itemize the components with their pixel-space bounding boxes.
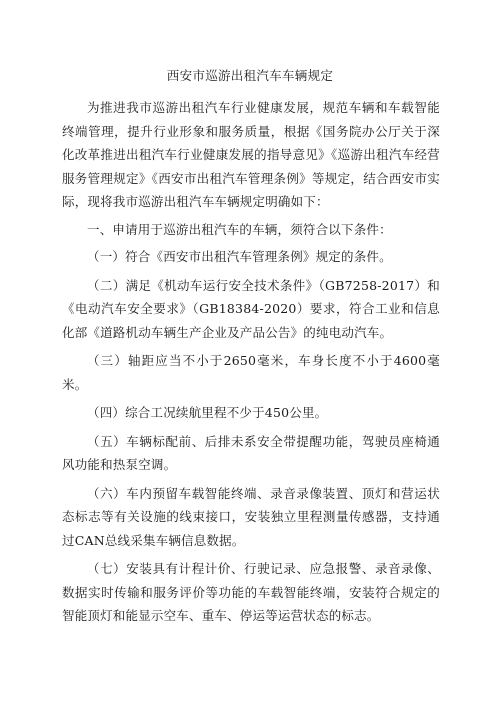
condition-item-6: （六）车内预留车载智能终端、录音录像装置、顶灯和营运状态标志等有关设施的线束接口，安装独立里程测量传感器，支持通过CAN总线采集车辆信息数据。: [62, 485, 440, 548]
section-heading: 一、申请用于巡游出租汽车的车辆，须符合以下条件：: [87, 221, 392, 237]
condition-item-7: （七）安装具有计程计价、行驶记录、应急报警、录音录像、数据实时传输和服务评价等功能的车载智能终端，安装符合规定的智能顶灯和能显示空车、重车、停运等运营状态的标志。: [62, 561, 440, 623]
condition-item-3: （三）轴距应当不小于2650毫米，车身长度不小于4600毫米。: [62, 353, 440, 392]
condition-item-5: （五）车辆标配前、后排未系安全带提醒功能，驾驶员座椅通风功能和热泵空调。: [62, 433, 440, 472]
document-title: 西安市巡游出租汽车车辆规定: [166, 68, 334, 83]
condition-item-1: （一）符合《西安市出租汽车管理条例》规定的条件。: [87, 249, 392, 264]
condition-item-2: （二）满足《机动车运行安全技术条件》（GB7258-2017）和《电动汽车安全要求》（GB18384-2020）要求，符合工业和信息化部《道路机动车辆生产企业及产品公告》的纯电动汽车。: [62, 277, 440, 340]
intro-paragraph: 为推进我市巡游出租汽车行业健康发展，规范车辆和车载智能终端管理，提升行业形象和服务质量，根据《国务院办公厅关于深化改革推进出租汽车行业健康发展的指导意见》《巡游出租汽车经营服务管理规定》《西安市出租汽车管理条例》等规定，结合西安市实际，现将我市巡游出租汽车车辆规定明确如下：: [62, 100, 440, 209]
document-body: [62, 96, 440, 633]
condition-item-4: （四）综合工况续航里程不少于450公里。: [87, 405, 328, 420]
